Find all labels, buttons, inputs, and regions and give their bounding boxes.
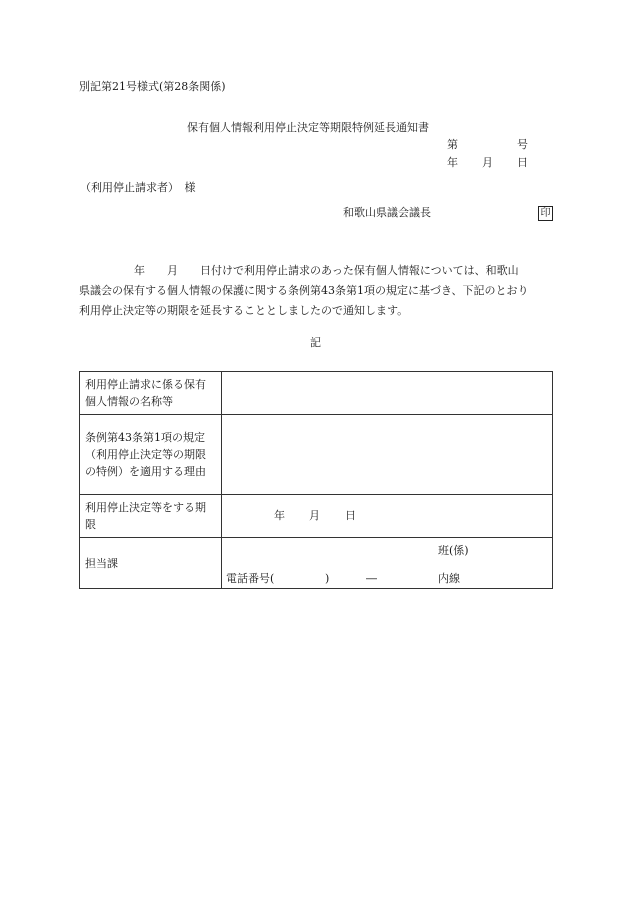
seal-mark: 印 [538, 206, 553, 221]
notice-line: 年 月 日付けで利用停止請求のあった保有個人情報については、和歌山 [79, 264, 519, 277]
table-label: 担当課 [80, 538, 222, 589]
number-suffix: 号 [517, 138, 528, 151]
table-value [222, 538, 553, 589]
table-value [222, 372, 553, 415]
phone-dash: ― [366, 571, 377, 585]
section-label: 班(係) [438, 543, 469, 557]
notice-table [79, 371, 553, 589]
deadline-day: 日 [345, 509, 356, 522]
form-number: 別記第21号様式(第28条関係) [79, 80, 226, 93]
notice-line: 利用停止決定等の期限を延長することとしましたので通知します。 [79, 304, 409, 317]
extension-label: 内線 [438, 571, 460, 585]
sender-name: 和歌山県議会議長 [343, 206, 431, 219]
document-title: 保有個人情報利用停止決定等期限特例延長通知書 [187, 121, 429, 134]
deadline-month: 月 [309, 509, 320, 522]
table-row [80, 415, 553, 495]
notice-line: 県議会の保有する個人情報の保護に関する条例第43条第1項の規定に基づき、下記のとおり [79, 284, 529, 297]
addressee: （利用停止請求者） 様 [80, 181, 196, 194]
date-day: 日 [517, 156, 528, 169]
table-value [222, 495, 553, 538]
table-label: 利用停止請求に係る保有個人情報の名称等 [80, 372, 222, 415]
phone-label: 電話番号( [226, 571, 275, 585]
number-prefix: 第 [447, 138, 458, 151]
table-row [80, 538, 553, 589]
table-label: 利用停止決定等をする期限 [80, 495, 222, 538]
notice-body [79, 261, 553, 321]
date-year: 年 [447, 156, 458, 169]
date-month: 月 [482, 156, 493, 169]
table-row [80, 372, 553, 415]
table-label: 条例第43条第1項の規定（利用停止決定等の期限の特例）を適用する理由 [80, 415, 222, 495]
table-row [80, 495, 553, 538]
ki-heading: 記 [310, 336, 321, 349]
table-value [222, 415, 553, 495]
phone-close: ) [325, 571, 330, 585]
deadline-year: 年 [274, 509, 285, 522]
